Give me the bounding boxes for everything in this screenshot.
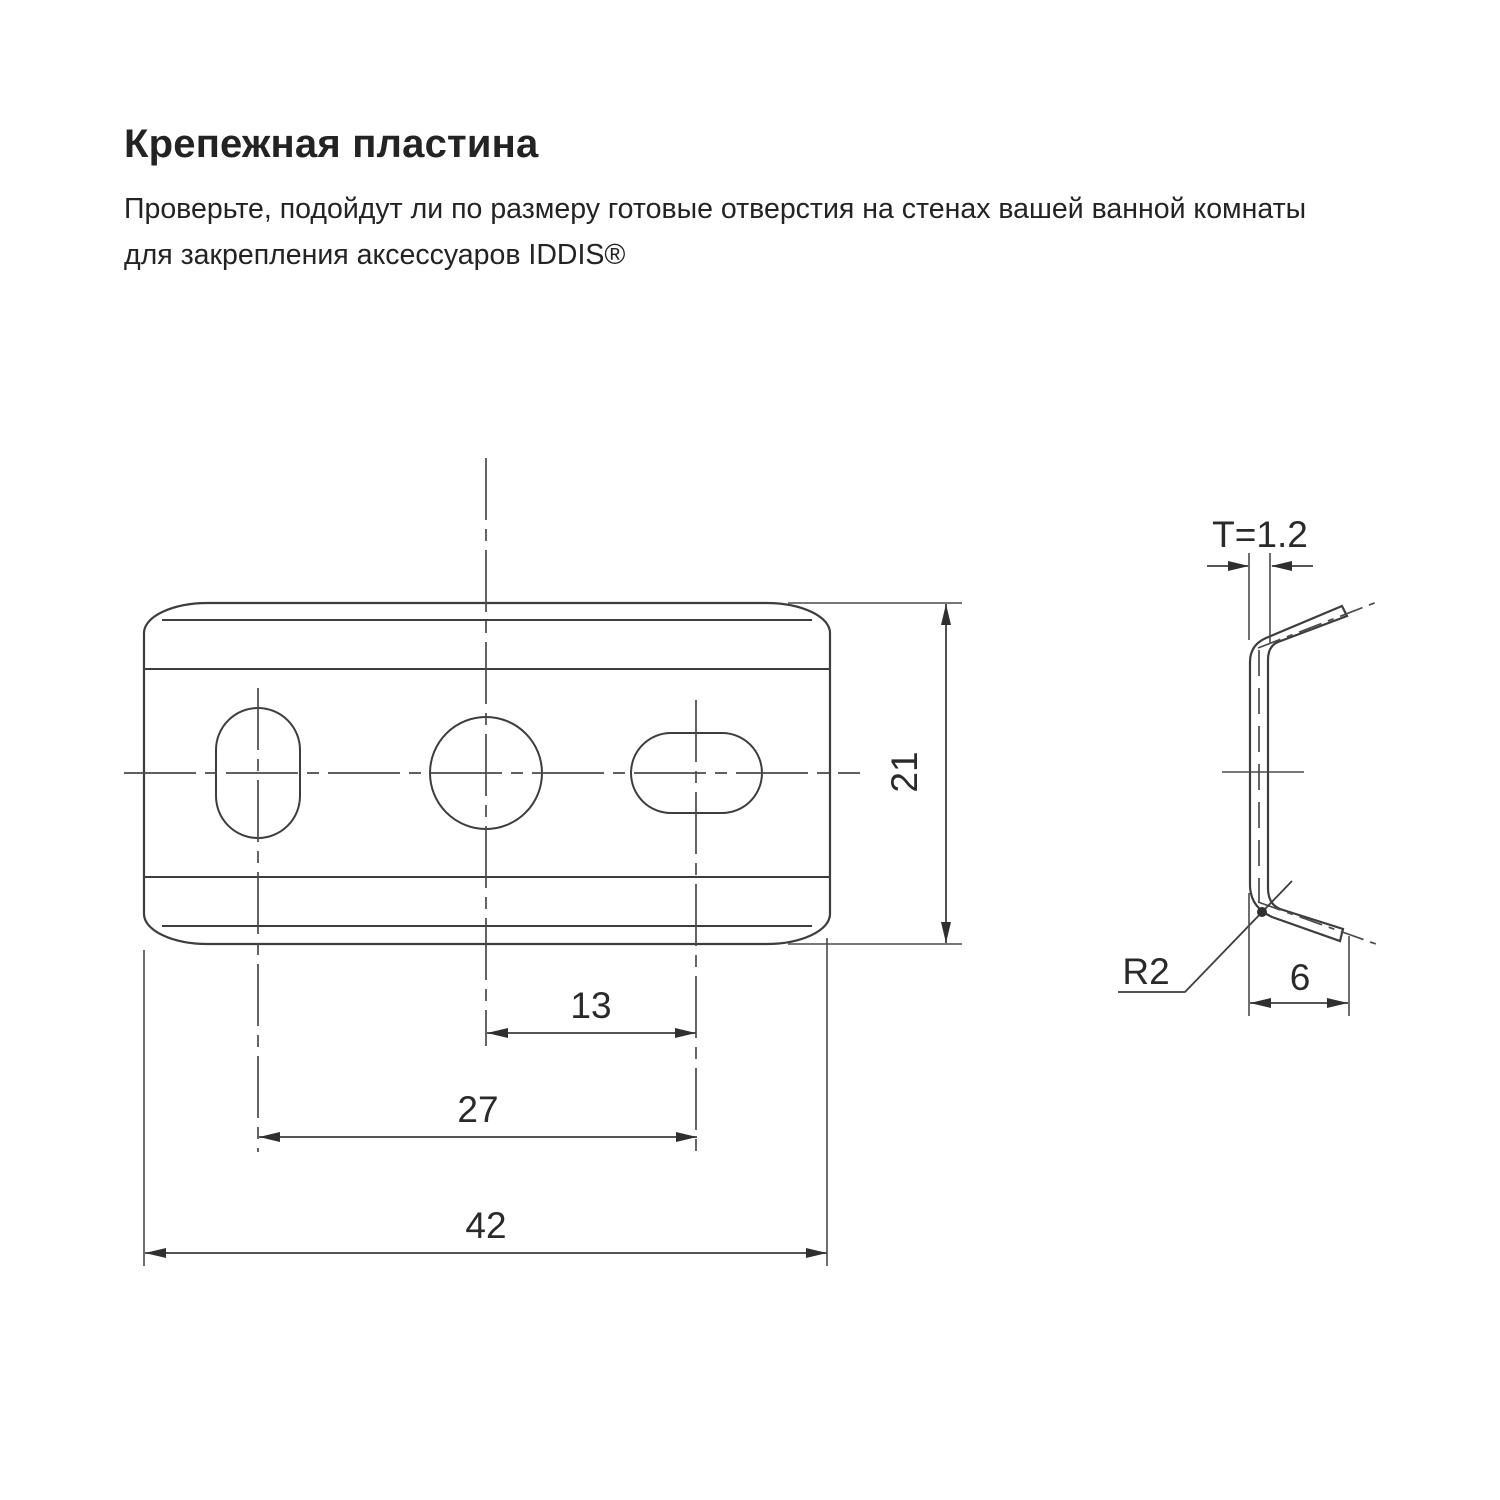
- dim-27-arrow-left: [259, 1132, 280, 1142]
- front-view: [124, 458, 962, 1266]
- dim-42-arrow-right: [806, 1248, 827, 1258]
- dim-21-arrow-top: [941, 604, 951, 625]
- dimension-13: [487, 985, 696, 1038]
- description-line-1: Проверьте, подойдут ли по размеру готовые отверстия на стенах вашей ванной комнаты: [124, 193, 1307, 225]
- dim-13-label: 13: [570, 985, 612, 1026]
- dim-27-label: 27: [457, 1089, 499, 1130]
- dim-thickness-arrow-left: [1228, 561, 1249, 571]
- page-title: Крепежная пластина: [124, 122, 539, 166]
- dim-27-arrow-right: [676, 1132, 697, 1142]
- cross-section-outline: [1250, 606, 1347, 941]
- dim-flange-label: 6: [1289, 957, 1311, 998]
- top-flange-axis-line: [1258, 602, 1377, 648]
- callout-bend-radius: [1118, 881, 1292, 992]
- dim-flange-arrow-right: [1327, 998, 1348, 1008]
- dim-radius-label: R2: [1122, 951, 1170, 992]
- bottom-flange-axis-line: [1258, 902, 1376, 944]
- side-view: [1118, 514, 1377, 1016]
- description-line-2: для закрепления аксессуаров IDDIS®: [124, 239, 626, 271]
- dim-13-arrow-right: [675, 1028, 696, 1038]
- dim-21-label: 21: [884, 751, 925, 793]
- dim-thickness-arrow-right: [1271, 561, 1292, 571]
- dimension-21: [884, 604, 951, 943]
- dim-42-label: 42: [465, 1205, 507, 1246]
- radius-leader-dot: [1257, 907, 1267, 917]
- dim-thickness-label: T=1.2: [1212, 514, 1308, 555]
- dim-13-arrow-left: [487, 1028, 508, 1038]
- dim-42-arrow-left: [145, 1248, 166, 1258]
- dimension-42: [145, 1205, 827, 1258]
- dimension-27: [259, 1089, 697, 1142]
- dim-flange-arrow-left: [1250, 998, 1271, 1008]
- dim-21-arrow-bottom: [941, 922, 951, 943]
